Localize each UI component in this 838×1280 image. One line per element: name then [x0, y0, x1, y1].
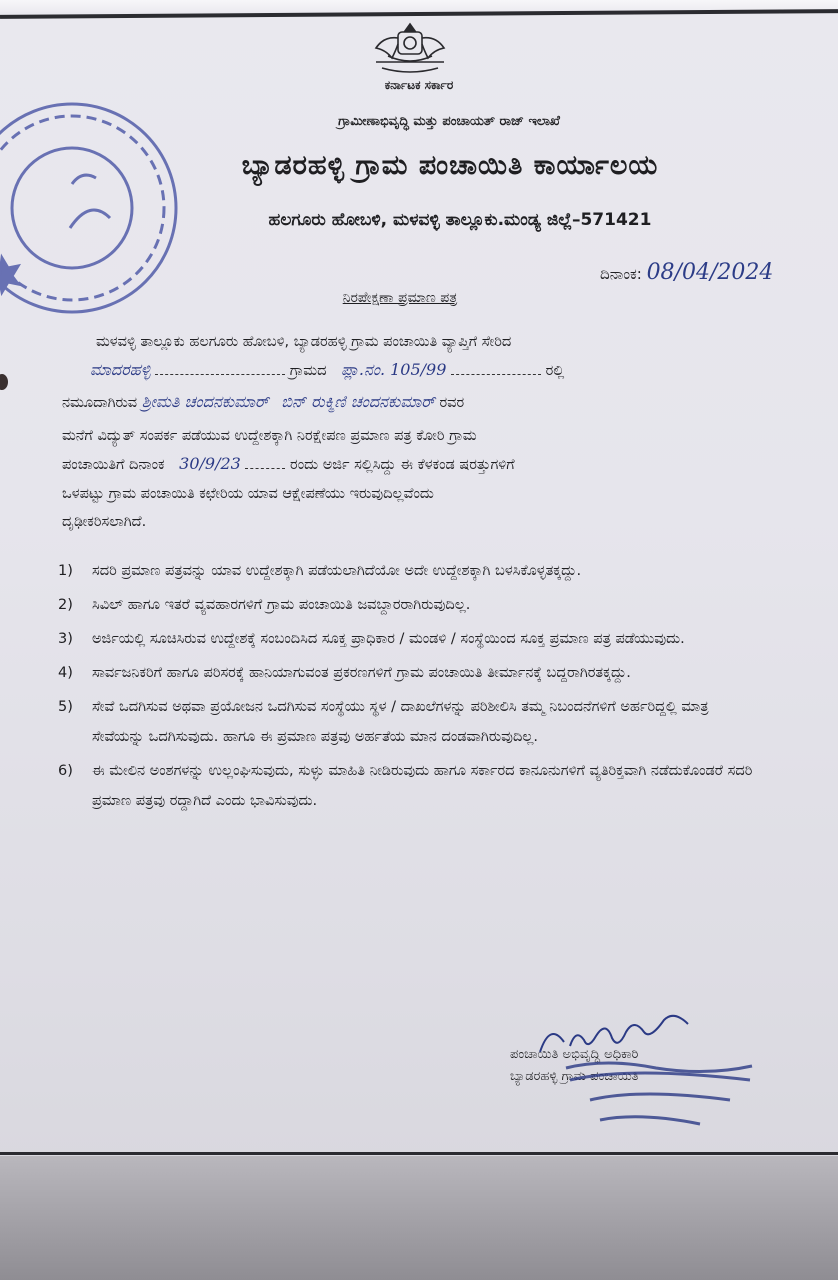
condition-number: 5): [58, 699, 73, 715]
condition-number: 4): [58, 665, 73, 681]
office-seal-icon: [0, 88, 192, 328]
registered-prefix: ನಮೂದಾಗಿರುವ: [62, 395, 138, 411]
signatory-designation: ಪಂಚಾಯಿತಿ ಅಭಿವೃದ್ಧಿ ಅಧಿಕಾರಿ: [510, 1047, 639, 1062]
applied-date-prefix: ಪಂಚಾಯಿತಿಗೆ ದಿನಾಂಕ: [62, 457, 165, 473]
condition-item: [58, 556, 758, 586]
department-title: ಗ್ರಾಮೀಣಾಭಿವೃದ್ಧಿ ಮತ್ತು ಪಂಚಾಯತ್ ರಾಜ್ ಇಲಾಖೆ: [338, 114, 560, 129]
body-line-5: [62, 454, 752, 475]
certificate-subject: ನಿರಪೇಕ್ಷಣಾ ಪ್ರಮಾಣ ಪತ್ರ: [342, 290, 458, 306]
date-label: ದಿನಾಂಕ:: [600, 265, 642, 283]
body-line-6: ಒಳಪಟ್ಟು ಗ್ರಾಮ ಪಂಚಾಯಿತಿ ಕಛೇರಿಯ ಯಾವ ಆಕ್ಷೇಪಣೆಯು ಇರುವುದಿಲ್ಲವೆಂದು: [62, 486, 434, 502]
condition-text: ಅರ್ಜಿಯಲ್ಲಿ ಸೂಚಿಸಿರುವ ಉದ್ದೇಶಕ್ಕೆ ಸಂಬಂದಿಸಿದ ಸೂಕ್ತ ಪ್ರಾಧಿಕಾರ / ಮಂಡಳಿ / ಸಂಸ್ಥೆಯಿಂದ ಸೂಕ್ತ ಪ್ರಮಾಣ ಪತ್ರ ಪಡೆಯುವುದು.: [92, 631, 685, 647]
condition-number: 3): [58, 631, 73, 647]
condition-item: [58, 590, 758, 620]
condition-number: 6): [58, 763, 73, 779]
village-handwritten: ಮಾದರಹಳ್ಳಿ: [90, 360, 151, 379]
applied-date-suffix: ರಂದು ಅರ್ಜಿ ಸಲ್ಲಿಸಿದ್ದು ಈ ಕೆಳಕಂಡ ಷರತ್ತುಗಳಿಗೆ: [290, 457, 515, 473]
body-line-3: [62, 392, 752, 413]
owner-name-handwritten: ಶ್ರೀಮತಿ ಚಂದನಕುಮಾರ್: [141, 392, 269, 411]
background-surface: [0, 1156, 838, 1280]
condition-text: ಸೇವೆ ಒದಗಿಸುವ ಅಥವಾ ಪ್ರಯೋಜನ ಒದಗಿಸುವ ಸಂಸ್ಥೆಯು ಸ್ಥಳ / ದಾಖಲೆಗಳನ್ನು ಪರಿಶೀಲಿಸಿ ತಮ್ಮ ನಿಬಂದನೆಗಳಿಗೆ ಅರ್ಹರಿದ್ದಲ್ಲಿ ಮಾತ್ರ ಸೇವೆಯನ್ನು ಒದಗಿಸುವುದು. ಹಾಗೂ ಈ ಪ್ರಮಾಣ ಪತ್ರವು ಅರ್ಹತೆಯ ಮಾನ ದಂಡವಾಗಿರುವುದಿಲ್ಲ.: [92, 699, 709, 745]
condition-item: [58, 692, 758, 752]
emblem-icon: [362, 18, 458, 78]
body-line-7: ದೃಢೀಕರಿಸಲಾಗಿದೆ.: [62, 514, 147, 530]
date-field: [600, 260, 830, 285]
village-blank: [155, 374, 285, 375]
government-title: ಕರ್ನಾಟಕ ಸರ್ಕಾರ: [384, 78, 454, 92]
condition-number: 1): [58, 563, 73, 579]
date-value: 08/04/2024: [646, 260, 774, 285]
condition-item: [58, 658, 758, 688]
applied-date-handwritten: 30/9/23: [179, 454, 241, 473]
name-suffix: ರವರ: [439, 395, 465, 411]
village-suffix: ಗ್ರಾಮದ: [289, 363, 327, 379]
relation-handwritten: ಬಿನ್ ರುಕ್ಮಿಣಿ ಚಂದನಕುಮಾರ್: [281, 392, 435, 411]
office-title: ಬ್ಯಾಡರಹಳ್ಳಿ ಗ್ರಾಮ ಪಂಚಾಯಿತಿ ಕಾರ್ಯಾಲಯ: [241, 150, 659, 181]
condition-text: ಸಾರ್ವಜನಿಕರಿಗೆ ಹಾಗೂ ಪರಿಸರಕ್ಕೆ ಹಾನಿಯಾಗುವಂತ ಪ್ರಕರಣಗಳಿಗೆ ಗ್ರಾಮ ಪಂಚಾಯಿತಿ ತೀರ್ಮಾನಕ್ಕೆ ಬದ್ದರಾಗಿರತಕ್ಕದ್ದು.: [92, 665, 631, 681]
property-handwritten: ಪ್ಲಾ.ನಂ. 105/99: [341, 360, 447, 379]
signatory-office: ಬ್ಯಾಡರಹಳ್ಳಿ ಗ್ರಾಮ ಪಂಚಾಯಿತಿ: [510, 1069, 639, 1084]
condition-number: 2): [58, 597, 73, 613]
condition-text: ಈ ಮೇಲಿನ ಅಂಶಗಳನ್ನು ಉಲ್ಲಂಘಿಸುವುದು, ಸುಳ್ಳು ಮಾಹಿತಿ ನೀಡಿರುವುದು ಹಾಗೂ ಸರ್ಕಾರದ ಕಾನೂನುಗಳಿಗೆ ವ್ಯತಿರಿಕ್ತವಾಗಿ ನಡೆದುಕೊಂಡರೆ ಸದರಿ ಪ್ರಮಾಣ ಪತ್ರವು ರದ್ದಾಗಿದೆ ಎಂದು ಭಾವಿಸುವುದು.: [92, 763, 753, 809]
condition-item: [58, 756, 758, 816]
condition-text: ಸಿವಿಲ್ ಹಾಗೂ ಇತರೆ ವ್ಯವಹಾರಗಳಿಗೆ ಗ್ರಾಮ ಪಂಚಾಯಿತಿ ಜವಬ್ದಾರರಾಗಿರುವುದಿಲ್ಲ.: [92, 597, 471, 613]
condition-item: [58, 624, 758, 654]
office-address: ಹಲಗೂರು ಹೋಬಳಿ, ಮಳವಳ್ಳಿ ತಾಲ್ಲೂಕು.ಮಂಡ್ಯ ಜಿಲ್ಲೆ–571421: [268, 210, 652, 230]
applied-date-blank: [245, 468, 285, 469]
conditions-list: [58, 556, 758, 820]
footer-rule: [0, 1152, 838, 1155]
condition-text: ಸದರಿ ಪ್ರಮಾಣ ಪತ್ರವನ್ನು ಯಾವ ಉದ್ದೇಶಕ್ಕಾಗಿ ಪಡೆಯಲಾಗಿದೆಯೋ ಅದೇ ಉದ್ದೇಶಕ್ಕಾಗಿ ಬಳಸಿಕೊಳ್ಳತಕ್ಕದ್ದು.: [92, 563, 582, 579]
ink-mark: [0, 374, 8, 390]
body-line-1: ಮಳವಳ್ಳಿ ತಾಲ್ಲೂಕು ಹಲಗೂರು ಹೋಬಳಿ, ಬ್ಯಾಡರಹಳ್ಳಿ ಗ್ರಾಮ ಪಂಚಾಯಿತಿ ವ್ಯಾಪ್ತಿಗೆ ಸೇರಿದ: [96, 334, 512, 350]
property-suffix: ರಲ್ಲಿ: [545, 363, 565, 379]
body-line-2: [90, 360, 780, 381]
body-line-4: ಮನೆಗೆ ವಿದ್ಯುತ್ ಸಂಪರ್ಕ ಪಡೆಯುವ ಉದ್ದೇಶಕ್ಕಾಗಿ ನಿರಕ್ಷೇಪಣ ಪ್ರಮಾಣ ಪತ್ರ ಕೋರಿ ಗ್ರಾಮ: [62, 428, 477, 444]
property-blank: [451, 374, 541, 375]
designation-stamp-icon: [560, 1050, 760, 1140]
